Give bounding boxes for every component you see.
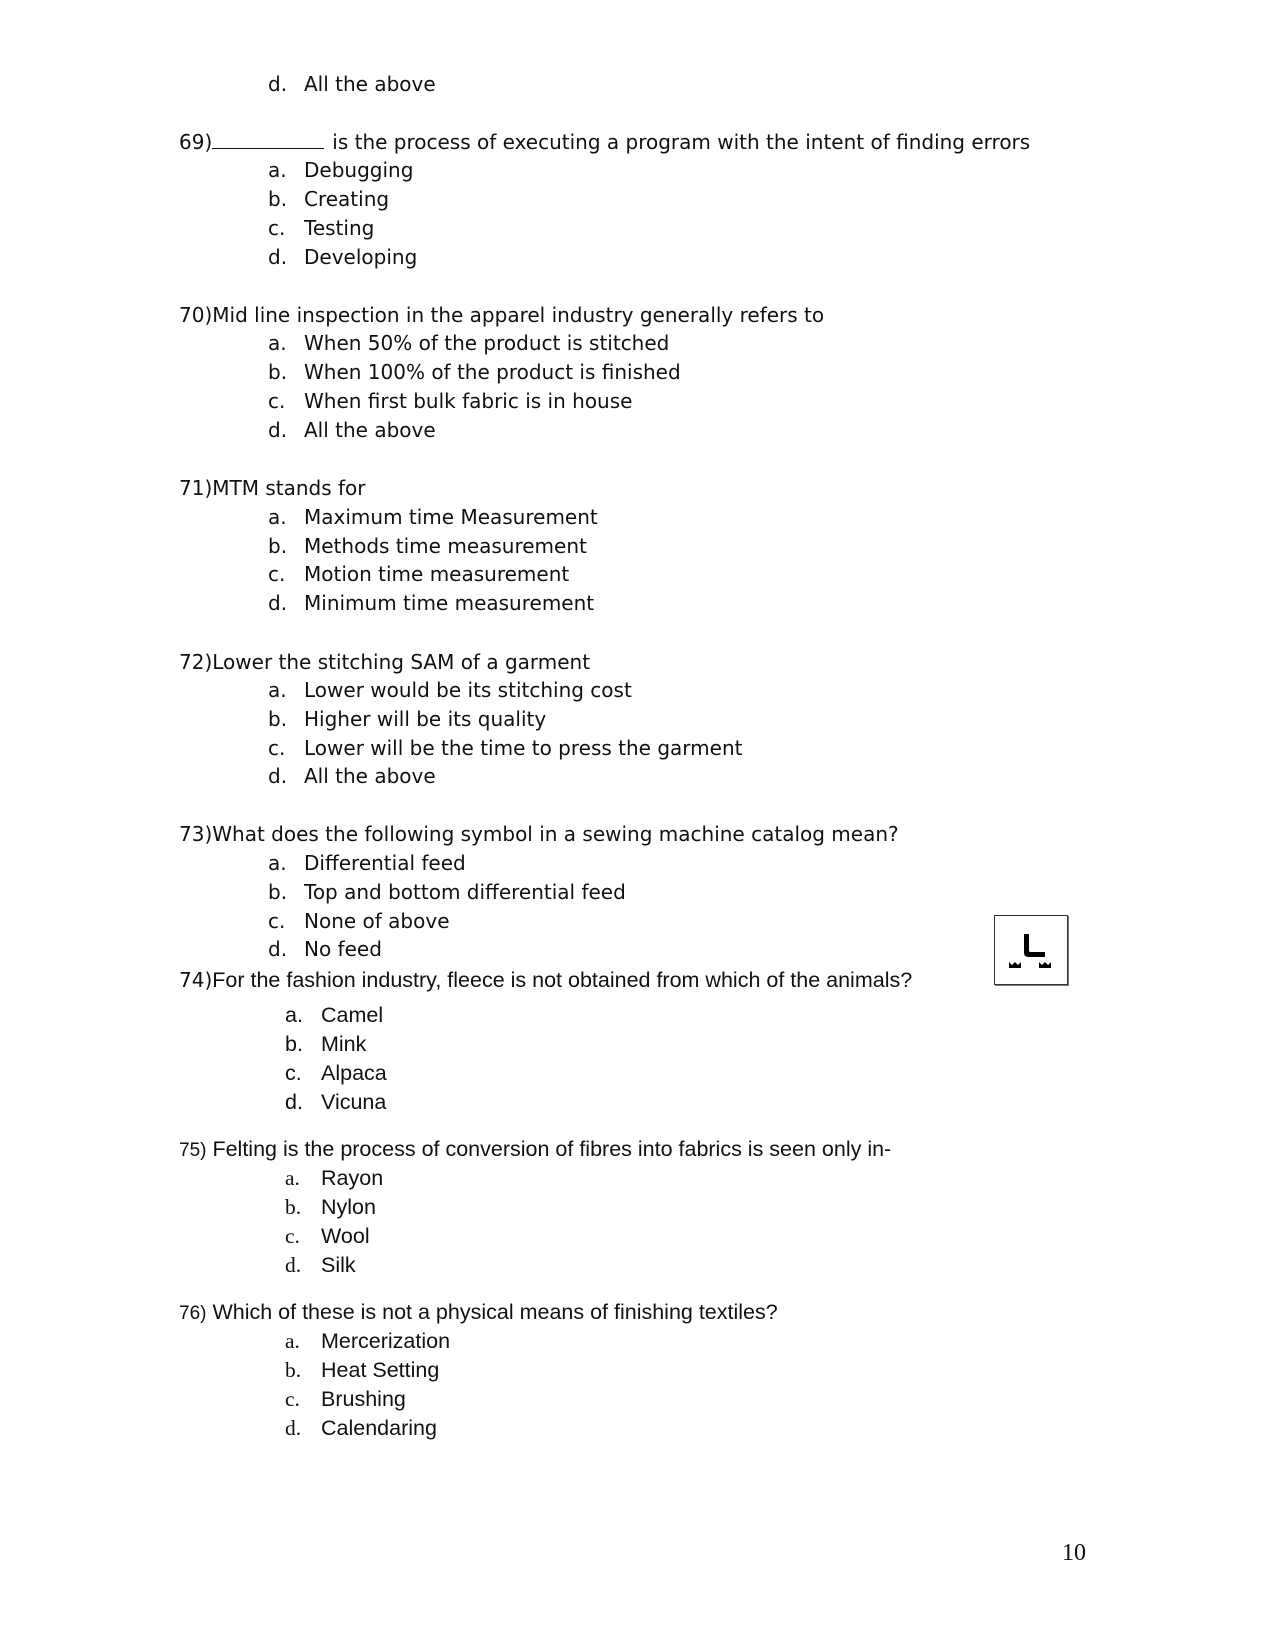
- differential-feed-symbol-graphic: [995, 916, 1067, 984]
- option-letter: b.: [285, 1032, 303, 1056]
- option-73b: [268, 880, 626, 904]
- option-text: Mink: [321, 1032, 367, 1056]
- option-text: Camel: [321, 1003, 384, 1027]
- question-69: [179, 130, 1030, 154]
- question-number: 69): [179, 130, 213, 154]
- option-text: Silk: [321, 1253, 356, 1277]
- question-text: What does the following symbol in a sewing machine catalog mean?: [212, 822, 899, 846]
- option-text: Developing: [304, 245, 418, 269]
- option-letter: c.: [268, 736, 286, 760]
- option-70d: [268, 418, 436, 442]
- option-letter: a.: [268, 158, 287, 182]
- option-72a: [268, 678, 632, 702]
- option-text: Wool: [321, 1224, 370, 1248]
- option-text: Lower would be its stitching cost: [304, 678, 632, 702]
- option-letter: a.: [268, 678, 287, 702]
- question-72: [179, 650, 590, 674]
- option-75d: [285, 1253, 356, 1277]
- option-letter: a.: [285, 1329, 300, 1353]
- option-73c: [268, 909, 450, 933]
- option-71d: [268, 591, 594, 615]
- option-text: Differential feed: [304, 851, 466, 875]
- option-letter: a.: [285, 1166, 300, 1190]
- option-letter: a.: [285, 1003, 303, 1027]
- option-letter: a.: [268, 851, 287, 875]
- option-letter: c.: [285, 1061, 302, 1085]
- option-letter: d.: [285, 1416, 302, 1440]
- option-text: Nylon: [321, 1195, 376, 1219]
- question-text: is the process of executing a program with the intent of finding errors: [332, 130, 1031, 154]
- option-70a: [268, 331, 669, 355]
- option-text: All the above: [304, 418, 436, 442]
- question-71: [179, 476, 366, 500]
- option-letter: b.: [268, 187, 288, 211]
- option-73d: [268, 937, 382, 961]
- option-text: Brushing: [321, 1387, 406, 1411]
- question-text: Mid line inspection in the apparel industry generally refers to: [212, 303, 825, 327]
- option-text: Lower will be the time to press the garment: [304, 736, 743, 760]
- option-72d: [268, 764, 436, 788]
- question-text: MTM stands for: [212, 476, 366, 500]
- question-number: 73): [179, 822, 213, 846]
- option-letter: d.: [268, 937, 288, 961]
- option-letter: c.: [285, 1387, 300, 1411]
- option-text: When 100% of the product is finished: [304, 360, 681, 384]
- option-letter: d.: [268, 764, 288, 788]
- option-text: Alpaca: [321, 1061, 387, 1085]
- option-letter: c.: [268, 909, 286, 933]
- question-74: [179, 968, 912, 992]
- question-number: 74): [179, 968, 213, 992]
- page-number: 10: [1062, 1540, 1086, 1566]
- option-letter: a.: [268, 505, 287, 529]
- option-text: Minimum time measurement: [304, 591, 595, 615]
- question-text: Which of these is not a physical means of finishing textiles?: [212, 1300, 778, 1324]
- option-letter: d.: [285, 1253, 302, 1277]
- option-76d: [285, 1416, 437, 1440]
- question-number: 70): [179, 303, 213, 327]
- option-text: Debugging: [304, 158, 414, 182]
- question-number: 71): [179, 476, 213, 500]
- option-text: Vicuna: [321, 1090, 387, 1114]
- option-letter: b.: [268, 534, 288, 558]
- option-73a: [268, 851, 466, 875]
- option-letter: c.: [268, 216, 286, 240]
- question-number: 72): [179, 650, 213, 674]
- option-text: Higher will be its quality: [304, 707, 547, 731]
- option-72b: [268, 707, 546, 731]
- option-letter: d.: [268, 245, 288, 269]
- option-71b: [268, 534, 587, 558]
- option-letter: b.: [285, 1358, 302, 1382]
- question-text: For the fashion industry, fleece is not obtained from which of the animals?: [212, 968, 913, 992]
- question-text: Felting is the process of conversion of fibres into fabrics is seen only in-: [212, 1137, 892, 1161]
- option-71c: [268, 562, 569, 586]
- option-text: Top and bottom differential feed: [304, 880, 626, 904]
- option-76c: [285, 1387, 406, 1411]
- option-text: When 50% of the product is stitched: [304, 331, 670, 355]
- question-70: [179, 303, 824, 327]
- option-text: All the above: [304, 72, 436, 96]
- option-text: Methods time measurement: [304, 534, 587, 558]
- option-70c: [268, 389, 632, 413]
- option-letter: c.: [285, 1224, 300, 1248]
- option-74b: [285, 1032, 366, 1056]
- option-74c: [285, 1061, 387, 1085]
- option-letter: b.: [285, 1195, 302, 1219]
- option-74a: [285, 1003, 383, 1027]
- option-letter: d.: [268, 72, 288, 96]
- option-text: Rayon: [321, 1166, 384, 1190]
- option-letter: c.: [268, 562, 286, 586]
- question-76: [179, 1300, 778, 1326]
- option-letter: a.: [268, 331, 287, 355]
- question-73: [179, 822, 899, 846]
- option-71a: [268, 505, 598, 529]
- option-text: None of above: [304, 909, 450, 933]
- question-number: 76): [179, 1303, 207, 1324]
- option-70b: [268, 360, 681, 384]
- option-75a: [285, 1166, 383, 1190]
- option-text: Testing: [304, 216, 375, 240]
- option-letter: b.: [268, 360, 288, 384]
- option-letter: c.: [268, 389, 286, 413]
- question-number: 75): [179, 1140, 207, 1161]
- differential-feed-symbol-icon: [994, 915, 1068, 985]
- option-69a: [268, 158, 413, 182]
- option-letter: d.: [268, 591, 288, 615]
- option-69d: [268, 245, 417, 269]
- option-76b: [285, 1358, 439, 1382]
- option-text: Maximum time Measurement: [304, 505, 598, 529]
- question-text: Lower the stitching SAM of a garment: [212, 650, 591, 674]
- option-75c: [285, 1224, 370, 1248]
- option-text: Motion time measurement: [304, 562, 570, 586]
- option-text: No feed: [304, 937, 382, 961]
- option-75b: [285, 1195, 376, 1219]
- option-text: All the above: [304, 764, 436, 788]
- carryover-option: [268, 72, 436, 96]
- answer-blank: [212, 130, 324, 149]
- option-72c: [268, 736, 742, 760]
- option-69b: [268, 187, 389, 211]
- option-letter: b.: [268, 880, 288, 904]
- option-text: Heat Setting: [321, 1358, 440, 1382]
- option-69c: [268, 216, 374, 240]
- option-text: Calendaring: [321, 1416, 437, 1440]
- option-letter: b.: [268, 707, 288, 731]
- option-text: When first bulk fabric is in house: [304, 389, 633, 413]
- question-75: [179, 1137, 891, 1163]
- option-text: Mercerization: [321, 1329, 451, 1353]
- option-letter: d.: [268, 418, 288, 442]
- option-letter: d.: [285, 1090, 303, 1114]
- option-74d: [285, 1090, 386, 1114]
- option-text: Creating: [304, 187, 390, 211]
- option-76a: [285, 1329, 450, 1353]
